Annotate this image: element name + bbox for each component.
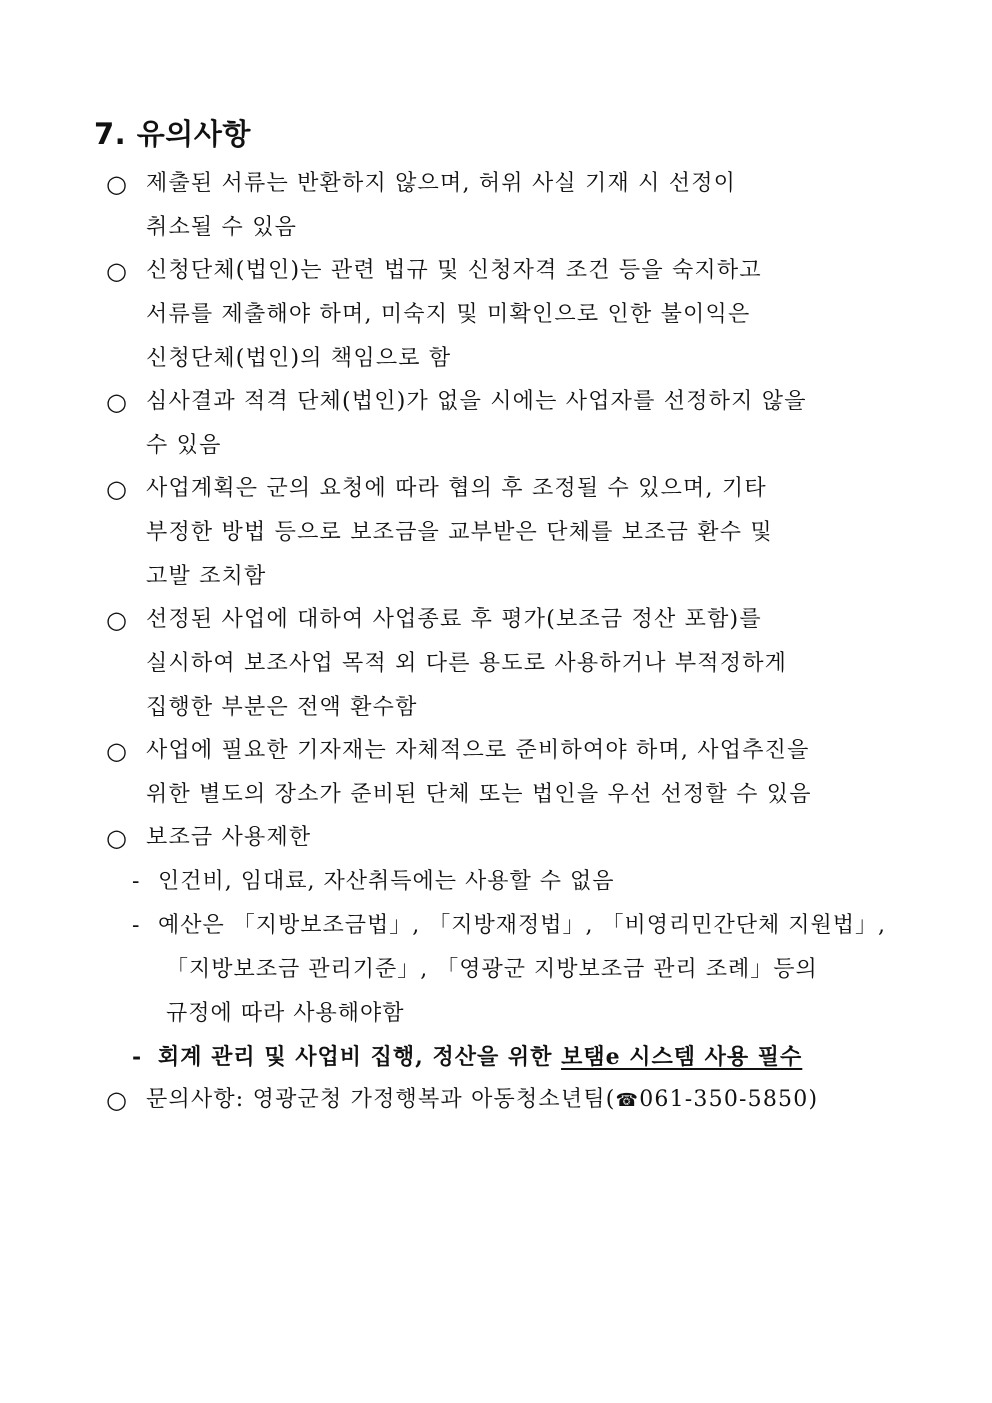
notice-line: 부정한 방법 등으로 보조금을 교부받은 단체를 보조금 환수 및 xyxy=(146,520,773,545)
circle-bullet-icon: ○ xyxy=(106,257,127,285)
notice-item xyxy=(106,598,906,730)
notice-line: 선정된 사업에 대하여 사업종료 후 평가(보조금 정산 포함)를 xyxy=(146,607,762,632)
notice-line: 신청단체(법인)는 관련 법규 및 신청자격 조건 등을 숙지하고 xyxy=(146,258,762,283)
circle-bullet-icon: ○ xyxy=(106,737,127,765)
emphasis-bold-text: 회계 관리 및 사업비 집행, 정산을 위한 xyxy=(158,1044,562,1070)
notice-line: 집행한 부분은 전액 환수함 xyxy=(146,695,418,720)
circle-bullet-icon: ○ xyxy=(106,170,127,198)
notice-line: 실시하여 보조사업 목적 외 다른 용도로 사용하거나 부적정하게 xyxy=(146,651,788,676)
notice-line: 수 있음 xyxy=(146,433,222,458)
notice-item xyxy=(106,816,906,860)
notice-item xyxy=(106,467,906,599)
emphasis-underlined-text: 보탬e 시스템 사용 필수 xyxy=(561,1044,803,1070)
contact-phone: 061-350-5850 xyxy=(639,1087,809,1112)
notice-line: 제출된 서류는 반환하지 않으며, 허위 사실 기재 시 선정이 xyxy=(146,171,737,196)
circle-bullet-icon: ○ xyxy=(106,824,127,852)
notice-line: 취소될 수 있음 xyxy=(146,215,298,240)
restriction-line: 예산은 「지방보조금법」, 「지방재정법」, 「비영리민간단체 지원법」, xyxy=(158,913,887,938)
notice-line: 서류를 제출해야 하며, 미숙지 및 미확인으로 인한 불이익은 xyxy=(146,302,751,327)
circle-bullet-icon: ○ xyxy=(106,475,127,503)
circle-bullet-icon: ○ xyxy=(106,1086,127,1114)
emphasis-line xyxy=(132,1035,912,1079)
circle-bullet-icon: ○ xyxy=(106,388,127,416)
restriction-line: 인건비, 임대료, 자산취득에는 사용할 수 없음 xyxy=(158,869,615,894)
restriction-line: 「지방보조금 관리기준」, 「영광군 지방보조금 관리 조례」등의 xyxy=(166,957,818,982)
emphasis-item xyxy=(132,1035,912,1079)
contact-text: 문의사항: 영광군청 가정행복과 아동청소년팀( xyxy=(146,1087,616,1112)
dash-marker: - xyxy=(132,1044,142,1070)
notice-item xyxy=(106,162,906,250)
restriction-item xyxy=(132,904,912,1036)
restriction-item xyxy=(132,860,912,904)
notice-line: 고발 조치함 xyxy=(146,564,267,589)
phone-icon: ☎ xyxy=(615,1090,640,1111)
notice-line: 심사결과 적격 단체(법인)가 없을 시에는 사업자를 선정하지 않을 xyxy=(146,389,807,414)
notice-line: 신청단체(법인)의 책임으로 함 xyxy=(146,346,452,371)
notice-item xyxy=(106,249,906,381)
restriction-line: 규정에 따라 사용해야함 xyxy=(166,1001,405,1026)
notice-line: 위한 별도의 장소가 준비된 단체 또는 법인을 우선 선정할 수 있음 xyxy=(146,782,812,807)
contact-item xyxy=(106,1078,906,1122)
notice-line: 사업에 필요한 기자재는 자체적으로 준비하여야 하며, 사업추진을 xyxy=(146,738,810,763)
circle-bullet-icon: ○ xyxy=(106,606,127,634)
dash-marker: - xyxy=(132,869,140,894)
contact-line xyxy=(106,1078,906,1122)
notice-item xyxy=(106,729,906,817)
section-heading: 7. 유의사항 xyxy=(94,117,251,151)
notice-line: 사업계획은 군의 요청에 따라 협의 후 조정될 수 있으며, 기타 xyxy=(146,476,767,501)
contact-close: ) xyxy=(808,1087,819,1112)
notice-line: 보조금 사용제한 xyxy=(146,825,312,850)
notice-item xyxy=(106,380,906,468)
dash-marker: - xyxy=(132,913,140,938)
